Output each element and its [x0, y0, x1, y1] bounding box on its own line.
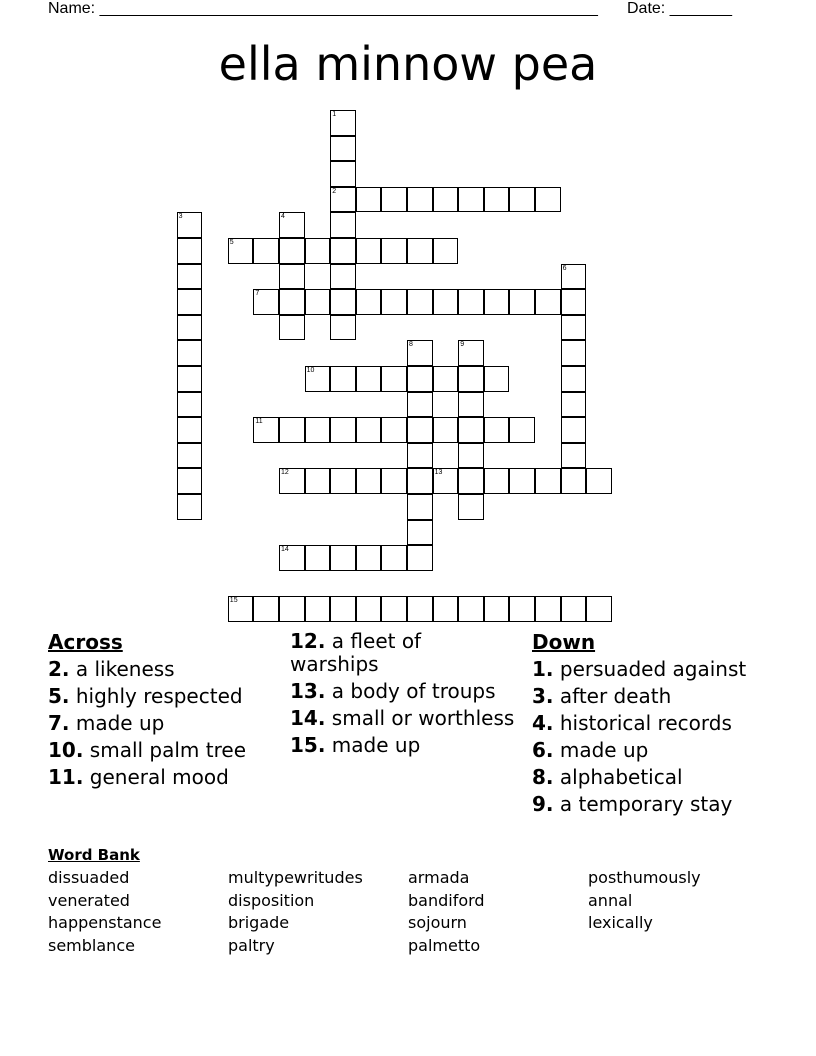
crossword-cell[interactable] — [458, 392, 484, 418]
crossword-cell[interactable] — [330, 110, 356, 136]
crossword-cell[interactable] — [253, 289, 279, 315]
crossword-cell[interactable] — [484, 289, 510, 315]
word-bank-item: bandiford — [408, 890, 485, 910]
crossword-cell[interactable] — [177, 468, 203, 494]
clue-across-13: 13. a body of troups — [290, 679, 496, 703]
crossword-cell[interactable] — [561, 392, 587, 418]
crossword-cell[interactable] — [330, 315, 356, 341]
crossword-cell[interactable] — [407, 520, 433, 546]
across-clues — [48, 630, 278, 789]
crossword-cell[interactable] — [535, 468, 561, 494]
clue-down-4: 4. historical records — [532, 711, 732, 735]
crossword-cell[interactable] — [305, 545, 331, 571]
clue-number: 8 — [409, 341, 413, 349]
word-bank-column-3 — [408, 867, 485, 957]
crossword-cell[interactable] — [330, 136, 356, 162]
crossword-cell[interactable] — [407, 392, 433, 418]
clue-down-8: 8. alphabetical — [532, 765, 683, 789]
clue-number: 14 — [281, 546, 289, 554]
clue-number: 2 — [332, 187, 337, 195]
crossword-cell[interactable] — [509, 289, 535, 315]
crossword-cell[interactable] — [433, 596, 459, 622]
crossword-cell[interactable] — [561, 468, 587, 494]
word-bank-item: paltry — [228, 935, 275, 955]
crossword-cell[interactable] — [177, 340, 203, 366]
crossword-cell[interactable] — [356, 289, 382, 315]
crossword-cell[interactable] — [305, 289, 331, 315]
crossword-cell[interactable] — [177, 392, 203, 418]
crossword-cell[interactable] — [330, 238, 356, 264]
word-bank-column-2 — [228, 867, 363, 957]
crossword-cell[interactable] — [433, 468, 459, 494]
word-bank-item: disposition — [228, 890, 315, 910]
crossword-cell[interactable] — [458, 187, 484, 213]
crossword-cell[interactable] — [177, 366, 203, 392]
crossword-cell[interactable] — [253, 596, 279, 622]
crossword-cell[interactable] — [484, 596, 510, 622]
crossword-cell[interactable] — [279, 545, 305, 571]
clue-across-11: 11. general mood — [48, 765, 229, 789]
clue-across-14: 14. small or worthless — [290, 706, 515, 730]
crossword-cell[interactable] — [407, 366, 433, 392]
word-bank-item: sojourn — [408, 913, 467, 933]
crossword-cell[interactable] — [279, 468, 305, 494]
crossword-cell[interactable] — [407, 238, 433, 264]
clue-number: 1 — [332, 111, 337, 118]
crossword-cell[interactable] — [407, 596, 433, 622]
crossword-cell[interactable] — [407, 340, 433, 366]
across-heading: Across — [48, 630, 123, 654]
crossword-cell[interactable] — [279, 596, 305, 622]
crossword-cell[interactable] — [509, 417, 535, 443]
crossword-cell[interactable] — [561, 289, 587, 315]
clue-number: 15 — [229, 597, 238, 605]
word-bank-item: palmetto — [408, 935, 481, 955]
clue-number: 7 — [255, 290, 260, 298]
crossword-cell[interactable] — [228, 238, 254, 264]
clue-down-9: 9. a temporary stay — [532, 792, 733, 816]
across-clues-continued — [290, 630, 515, 757]
crossword-cell[interactable] — [484, 417, 510, 443]
crossword-cell[interactable] — [253, 417, 279, 443]
clue-number: 13 — [434, 469, 443, 477]
crossword-cell[interactable] — [433, 417, 459, 443]
crossword-cell[interactable] — [509, 468, 535, 494]
crossword-cell[interactable] — [433, 289, 459, 315]
crossword-cell[interactable] — [305, 596, 331, 622]
crossword-cell[interactable] — [458, 366, 484, 392]
clue-number: 12 — [281, 469, 289, 477]
crossword-cell[interactable] — [561, 443, 587, 469]
crossword-cell[interactable] — [458, 494, 484, 520]
clue-across-10: 10. small palm tree — [48, 738, 247, 762]
crossword-cell[interactable] — [356, 596, 382, 622]
crossword-cell[interactable] — [330, 212, 356, 238]
crossword-cell[interactable] — [484, 187, 510, 213]
crossword-cell[interactable] — [305, 238, 331, 264]
crossword-cell[interactable] — [458, 596, 484, 622]
crossword-cell[interactable] — [586, 468, 612, 494]
crossword-cell[interactable] — [177, 264, 203, 290]
word-bank-item: annal — [588, 890, 633, 910]
crossword-cell[interactable] — [305, 468, 331, 494]
word-bank-column-1 — [48, 867, 161, 957]
down-clues — [532, 630, 772, 816]
crossword-cell[interactable] — [407, 417, 433, 443]
crossword-cell[interactable] — [177, 443, 203, 469]
word-bank-item: lexically — [588, 913, 653, 933]
crossword-cell[interactable] — [330, 545, 356, 571]
crossword-cell[interactable] — [330, 468, 356, 494]
word-bank-column-4 — [588, 867, 701, 935]
clue-number: 10 — [306, 367, 315, 374]
clue-across-12: 12. a fleet of warships — [290, 629, 422, 676]
crossword-cell[interactable] — [279, 264, 305, 290]
clue-number: 4 — [281, 213, 285, 221]
crossword-cell[interactable] — [330, 187, 356, 213]
clue-number: 3 — [178, 213, 183, 221]
crossword-cell[interactable] — [330, 596, 356, 622]
crossword-cell[interactable] — [509, 187, 535, 213]
crossword-cell[interactable] — [279, 289, 305, 315]
crossword-cell[interactable] — [381, 596, 407, 622]
clue-across-15: 15. made up — [290, 733, 421, 757]
crossword-cell[interactable] — [381, 545, 407, 571]
word-bank-item: brigade — [228, 913, 290, 933]
crossword-cell[interactable] — [433, 366, 459, 392]
word-bank-heading: Word Bank — [48, 846, 140, 864]
clue-number: 5 — [229, 239, 234, 246]
crossword-cell[interactable] — [279, 417, 305, 443]
crossword-cell[interactable] — [330, 161, 356, 187]
crossword-cell[interactable] — [407, 289, 433, 315]
crossword-cell[interactable] — [407, 443, 433, 469]
crossword-cell[interactable] — [407, 494, 433, 520]
crossword-cell[interactable] — [356, 187, 382, 213]
word-bank-item: armada — [408, 868, 470, 887]
word-bank-item: venerated — [48, 890, 130, 910]
crossword-cell[interactable] — [586, 596, 612, 622]
crossword-cell[interactable] — [458, 443, 484, 469]
clue-number: 9 — [460, 341, 465, 349]
crossword-cell[interactable] — [330, 264, 356, 290]
crossword-cell[interactable] — [458, 417, 484, 443]
crossword-cell[interactable] — [177, 289, 203, 315]
clue-across-2: 2. a likeness — [48, 657, 175, 681]
word-bank-item: happenstance — [48, 913, 162, 933]
crossword-cell[interactable] — [484, 366, 510, 392]
crossword-cell[interactable] — [177, 417, 203, 443]
crossword-cell[interactable] — [305, 417, 331, 443]
crossword-cell[interactable] — [356, 238, 382, 264]
clue-across-7: 7. made up — [48, 711, 165, 735]
crossword-cell[interactable] — [561, 264, 587, 290]
crossword-cell[interactable] — [330, 417, 356, 443]
page-title: ella minnow pea — [218, 37, 598, 91]
crossword-cell[interactable] — [561, 315, 587, 341]
crossword-cell[interactable] — [535, 289, 561, 315]
crossword-cell[interactable] — [407, 468, 433, 494]
down-heading: Down — [532, 630, 596, 654]
crossword-cell[interactable] — [305, 366, 331, 392]
word-bank-item: multypewritudes — [228, 868, 363, 887]
crossword-cell[interactable] — [561, 596, 587, 622]
clue-down-3: 3. after death — [532, 684, 672, 708]
crossword-cell[interactable] — [458, 340, 484, 366]
crossword-cell[interactable] — [279, 315, 305, 341]
crossword-cell[interactable] — [561, 340, 587, 366]
crossword-cell[interactable] — [381, 238, 407, 264]
crossword-cell[interactable] — [535, 596, 561, 622]
crossword-cell[interactable] — [330, 289, 356, 315]
crossword-cell[interactable] — [433, 238, 459, 264]
word-bank-item: dissuaded — [48, 868, 130, 887]
word-bank-item: semblance — [48, 935, 135, 955]
crossword-cell[interactable] — [177, 315, 203, 341]
crossword-cell[interactable] — [330, 366, 356, 392]
crossword-cell[interactable] — [228, 596, 254, 622]
crossword-cell[interactable] — [253, 238, 279, 264]
crossword-cell[interactable] — [177, 212, 203, 238]
crossword-cell[interactable] — [561, 366, 587, 392]
crossword-cell[interactable] — [407, 545, 433, 571]
crossword-cell[interactable] — [381, 417, 407, 443]
clue-number: 11 — [255, 418, 263, 426]
crossword-cell[interactable] — [433, 187, 459, 213]
crossword-cell[interactable] — [484, 468, 510, 494]
crossword-cell[interactable] — [458, 289, 484, 315]
date-field-label[interactable]: Date: _______ — [627, 0, 732, 17]
crossword-cell[interactable] — [458, 468, 484, 494]
crossword-cell[interactable] — [381, 187, 407, 213]
crossword-cell[interactable] — [177, 238, 203, 264]
name-field-label[interactable]: Name: ________________________________________________________ — [48, 0, 598, 17]
crossword-cell[interactable] — [356, 366, 382, 392]
clue-down-1: 1. persuaded against — [532, 657, 747, 681]
crossword-cell[interactable] — [279, 212, 305, 238]
crossword-cell[interactable] — [381, 366, 407, 392]
crossword-cell[interactable] — [535, 187, 561, 213]
crossword-cell[interactable] — [356, 468, 382, 494]
crossword-cell[interactable] — [381, 289, 407, 315]
word-bank-item: posthumously — [588, 868, 701, 887]
crossword-cell[interactable] — [509, 596, 535, 622]
crossword-cell[interactable] — [356, 545, 382, 571]
crossword-cell[interactable] — [356, 417, 382, 443]
crossword-cell[interactable] — [561, 417, 587, 443]
clue-down-6: 6. made up — [532, 738, 649, 762]
crossword-cell[interactable] — [279, 238, 305, 264]
clue-number: 6 — [562, 264, 567, 272]
crossword-cell[interactable] — [381, 468, 407, 494]
clue-across-5: 5. highly respected — [48, 684, 243, 708]
crossword-cell[interactable] — [177, 494, 203, 520]
crossword-cell[interactable] — [407, 187, 433, 213]
